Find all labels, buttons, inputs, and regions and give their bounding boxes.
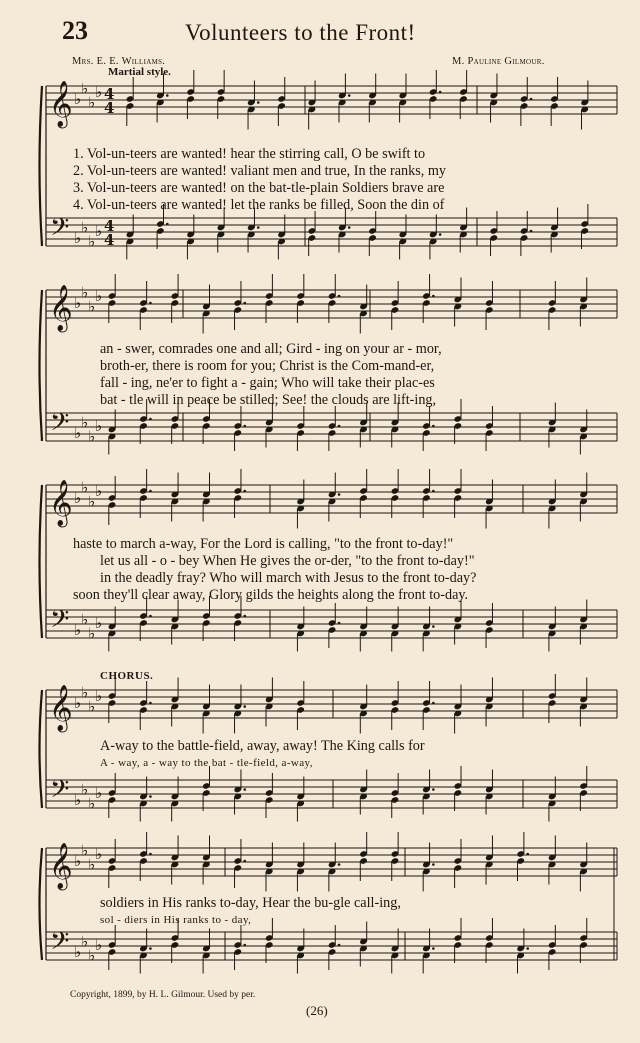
page-number: (26)	[306, 1003, 328, 1018]
dot	[149, 702, 152, 705]
time-signature-bottom: 4	[104, 99, 115, 117]
dot	[257, 226, 260, 229]
flat-icon: ♭	[81, 780, 89, 799]
flat-icon: ♭	[88, 855, 96, 874]
flat-icon: ♭	[74, 694, 82, 712]
chorus-line-1: A-way to the battle-field, away, away! The King calls for	[100, 738, 425, 754]
flat-icon: ♭	[81, 478, 89, 497]
chorus-label: CHORUS.	[100, 670, 154, 682]
dot	[149, 853, 152, 856]
hymn-title: Volunteers to the Front!	[185, 20, 416, 45]
dot	[530, 98, 533, 101]
dot	[149, 490, 152, 493]
dot	[149, 302, 152, 305]
flat-icon: ♭	[74, 489, 82, 507]
dot	[348, 94, 351, 97]
brace	[40, 848, 43, 960]
dot	[348, 226, 351, 229]
bass-clef-icon: 𝄢	[50, 213, 70, 248]
flat-icon: ♭	[74, 294, 82, 312]
dot	[243, 615, 246, 618]
dot	[243, 944, 246, 947]
flat-icon: ♭	[95, 417, 103, 435]
flat-icon: ♭	[88, 492, 96, 511]
dot	[243, 302, 246, 305]
flat-icon: ♭	[74, 943, 82, 961]
dot	[432, 490, 435, 493]
time-signature-top: 4	[104, 85, 115, 103]
treble-clef-icon: 𝄞	[49, 285, 73, 331]
flat-icon: ♭	[88, 624, 96, 643]
flat-icon: ♭	[88, 232, 96, 251]
dot	[526, 853, 529, 856]
flat-icon: ♭	[74, 791, 82, 809]
flat-icon: ♭	[81, 79, 89, 98]
dot	[166, 223, 169, 226]
chorus-line-2: soldiers in His ranks to-day, Hear the bu-gle call-ing,	[100, 895, 401, 911]
chorus-echo-line-1: A - way, a - way to the bat - tle-field, a-way,	[100, 757, 313, 769]
dot	[338, 863, 341, 866]
dot	[149, 795, 152, 798]
verse-1-line-1: 1. Vol-un-teers are wanted! hear the stirring call, O be swift to	[73, 146, 426, 162]
copyright-notice: Copyright, 1899, by H. L. Gilmour. Used by per.	[70, 990, 256, 1000]
flat-icon: ♭	[81, 932, 89, 951]
dot	[149, 947, 152, 950]
flat-icon: ♭	[74, 852, 82, 870]
bass-clef-icon: 𝄢	[50, 775, 70, 810]
time-signature-top: 4	[104, 217, 115, 235]
bass-clef-icon: 𝄢	[50, 605, 70, 640]
flat-icon: ♭	[81, 218, 89, 237]
verse-4-line-3: soon they'll clear away, Glory gilds the heights along the front to-day.	[73, 587, 469, 603]
flat-icon: ♭	[81, 413, 89, 432]
dot	[338, 493, 341, 496]
flat-icon: ♭	[74, 621, 82, 639]
flat-icon: ♭	[81, 610, 89, 629]
dot	[243, 425, 246, 428]
brace	[40, 86, 43, 246]
verse-4-line-2: bat - tle will in peace be stilled; See! the clouds are lift-ing,	[100, 392, 437, 408]
flat-icon: ♭	[95, 287, 103, 305]
bass-clef-icon: 𝄢	[50, 408, 70, 443]
flat-icon: ♭	[88, 946, 96, 965]
dot	[439, 233, 442, 236]
dot	[243, 860, 246, 863]
brace	[40, 690, 43, 808]
verse-1-line-3: haste to march a-way, For the Lord is calling, "to the front to-day!"	[73, 536, 454, 552]
flat-icon: ♭	[95, 845, 103, 863]
lyricist-credit: Mrs. E. E. Williams.	[72, 56, 166, 67]
flat-icon: ♭	[88, 794, 96, 813]
dot	[166, 94, 169, 97]
tempo-marking: Martial style.	[108, 66, 171, 78]
flat-icon: ♭	[95, 482, 103, 500]
flat-icon: ♭	[95, 936, 103, 954]
verse-3-line-3: in the deadly fray? Who will march with Jesus to the front to-day?	[100, 570, 477, 586]
flat-icon: ♭	[95, 614, 103, 632]
flat-icon: ♭	[95, 222, 103, 240]
time-signature-bottom: 4	[104, 231, 115, 249]
treble-clef-icon: 𝄞	[49, 480, 73, 526]
brace	[40, 290, 43, 441]
treble-clef-icon: 𝄞	[49, 81, 73, 127]
dot	[243, 490, 246, 493]
dot	[432, 625, 435, 628]
flat-icon: ♭	[81, 841, 89, 860]
dot	[243, 788, 246, 791]
dot	[432, 295, 435, 298]
dot	[432, 702, 435, 705]
flat-icon: ♭	[88, 297, 96, 316]
flat-icon: ♭	[95, 784, 103, 802]
verse-3-line-2: fall - ing, ne'er to fight a - gain; Who will take their plac-es	[100, 375, 435, 391]
flat-icon: ♭	[74, 424, 82, 442]
dot	[439, 91, 442, 94]
dot	[149, 418, 152, 421]
dot	[243, 705, 246, 708]
treble-clef-icon: 𝄞	[49, 843, 73, 889]
dot	[338, 425, 341, 428]
dot	[432, 863, 435, 866]
brace	[40, 485, 43, 638]
chorus-echo-line-2: sol - diers in His ranks to - day,	[100, 914, 252, 926]
dot	[432, 947, 435, 950]
flat-icon: ♭	[74, 229, 82, 247]
dot	[526, 947, 529, 950]
flat-icon: ♭	[95, 83, 103, 101]
flat-icon: ♭	[88, 697, 96, 716]
verse-1-line-2: an - swer, comrades one and all; Gird - ing on your ar - mor,	[100, 341, 442, 357]
verse-2-line-3: let us all - o - bey When He gives the or-der, "to the front to-day!"	[100, 553, 475, 569]
dot	[257, 101, 260, 104]
treble-clef-icon: 𝄞	[49, 685, 73, 731]
dot	[149, 615, 152, 618]
flat-icon: ♭	[88, 427, 96, 446]
dot	[338, 944, 341, 947]
hymn-number: 23	[62, 16, 88, 45]
dot	[432, 425, 435, 428]
flat-icon: ♭	[95, 687, 103, 705]
dot	[338, 295, 341, 298]
dot	[338, 622, 341, 625]
flat-icon: ♭	[81, 283, 89, 302]
verse-2-line-1: 2. Vol-un-teers are wanted! valiant men and true, In the ranks, my	[73, 163, 446, 179]
dot	[432, 788, 435, 791]
verse-4-line-1: 4. Vol-un-teers are wanted! let the ranks be filled, Soon the din of	[73, 197, 445, 213]
verse-2-line-2: broth-er, there is room for you; Christ is the Com-mand-er,	[100, 358, 435, 374]
flat-icon: ♭	[88, 93, 96, 112]
bass-clef-icon: 𝄢	[50, 927, 70, 962]
flat-icon: ♭	[81, 683, 89, 702]
dot	[530, 230, 533, 233]
composer-credit: M. Pauline Gilmour.	[452, 56, 545, 67]
flat-icon: ♭	[74, 90, 82, 108]
verse-3-line-1: 3. Vol-un-teers are wanted! on the bat-tle-plain Soldiers brave are	[73, 180, 445, 196]
